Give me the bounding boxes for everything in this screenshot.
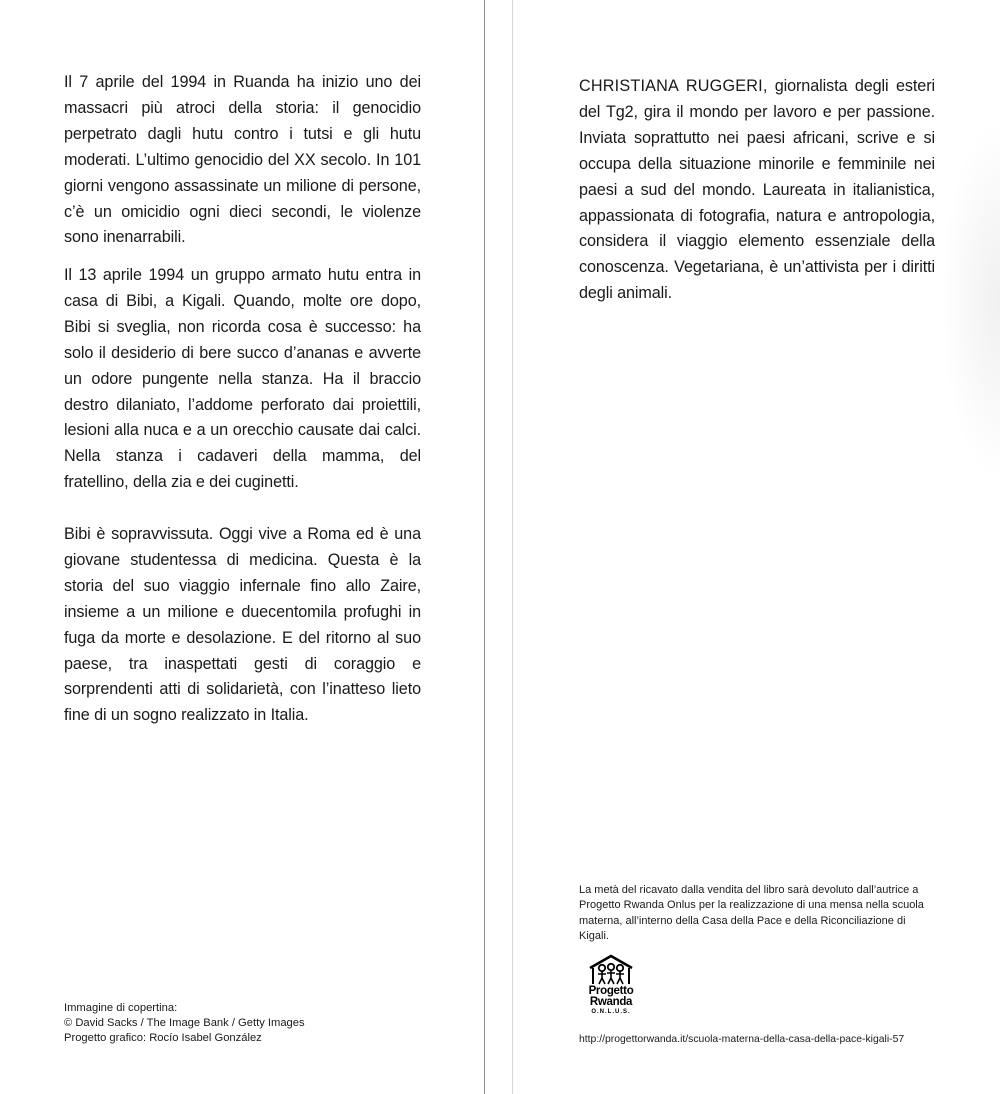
charity-note: La metà del ricavato dalla vendita del libro sarà devoluto dall’autrice a Progetto Rwanda Onlus per la realizzazione di una mensa nella scuola materna, all’interno della Casa della Pace e della Riconciliazione di Kigali.	[579, 884, 924, 943]
author-bio	[579, 74, 935, 307]
synopsis-paragraph-3: Bibi è sopravvissuta. Oggi vive a Roma ed è una giovane studentessa di medicina. Questa è la storia del suo viaggio infernale fino allo Zaire, insieme a un milione e duecentomila profughi in fuga da morte e desolazione. E del ritorno al suo paese, tra inaspettati gesti di coraggio e sorprendenti atti di solidarietà, con l’inatteso lieto fine di un sogno realizzato in Italia.	[64, 525, 421, 725]
logo-text-onlus: O.N.L.U.S.	[591, 1009, 631, 1015]
book-spine	[484, 0, 513, 1094]
project-url: http://progettorwanda.it/scuola-materna-della-casa-della-pace-kigali-57	[579, 1034, 905, 1045]
page-shadow	[940, 120, 1000, 480]
logo-text-rwanda: Rwanda	[589, 996, 633, 1008]
cover-credits	[64, 1001, 305, 1047]
credits-photo-source: © David Sacks / The Image Bank / Getty Images	[64, 1017, 305, 1030]
synopsis-paragraph-2: Il 13 aprile 1994 un gruppo armato hutu entra in casa di Bibi, a Kigali. Quando, molte ore dopo, Bibi si sveglia, non ricorda cosa è successo: ha solo il desiderio di bere succo d’ananas e avverte un odore pungente nella stanza. Ha il braccio destro dilaniato, l’addome perforato dai proiettili, lesioni alla nuca e a un orecchio causate dai calci. Nella stanza i cadaveri della mamma, del fratellino, della zia e dei cuginetti.	[64, 266, 421, 492]
author-name: CHRISTIANA RUGGERI	[579, 77, 763, 95]
synopsis-paragraph-1: Il 7 aprile del 1994 in Ruanda ha inizio uno dei massacri più atroci della storia: il genocidio perpetrato dagli hutu contro i tutsi e gli hutu moderati. L’ultimo genocidio del XX secolo. In 101 giorni vengono assassinate un milione di persone, c’è un omicidio ogni dieci secondi, le violenze sono inenarrabili.	[64, 73, 421, 247]
credits-cover-label: Immagine di copertina:	[64, 1002, 178, 1014]
logo-text-progetto: Progetto	[588, 985, 634, 997]
credits-graphic-design: Progetto grafico: Rocío Isabel González	[64, 1032, 262, 1045]
author-bio-text: , giornalista degli esteri del Tg2, gira il mondo per lavoro e per passione. Inviata soprattutto nei paesi africani, scrive e si occupa della situazione minorile e femminile nei paesi a sud del mondo. Laureata in italianistica, appassionata di fotografia, natura e antropologia, considera il viaggio elemento essenziale della conoscenza. Vegetariana, è un’attivista per i diritti degli animali.	[579, 77, 935, 303]
left-page	[0, 0, 484, 1094]
house-children-icon	[578, 954, 644, 986]
progetto-rwanda-logo	[578, 954, 644, 1022]
